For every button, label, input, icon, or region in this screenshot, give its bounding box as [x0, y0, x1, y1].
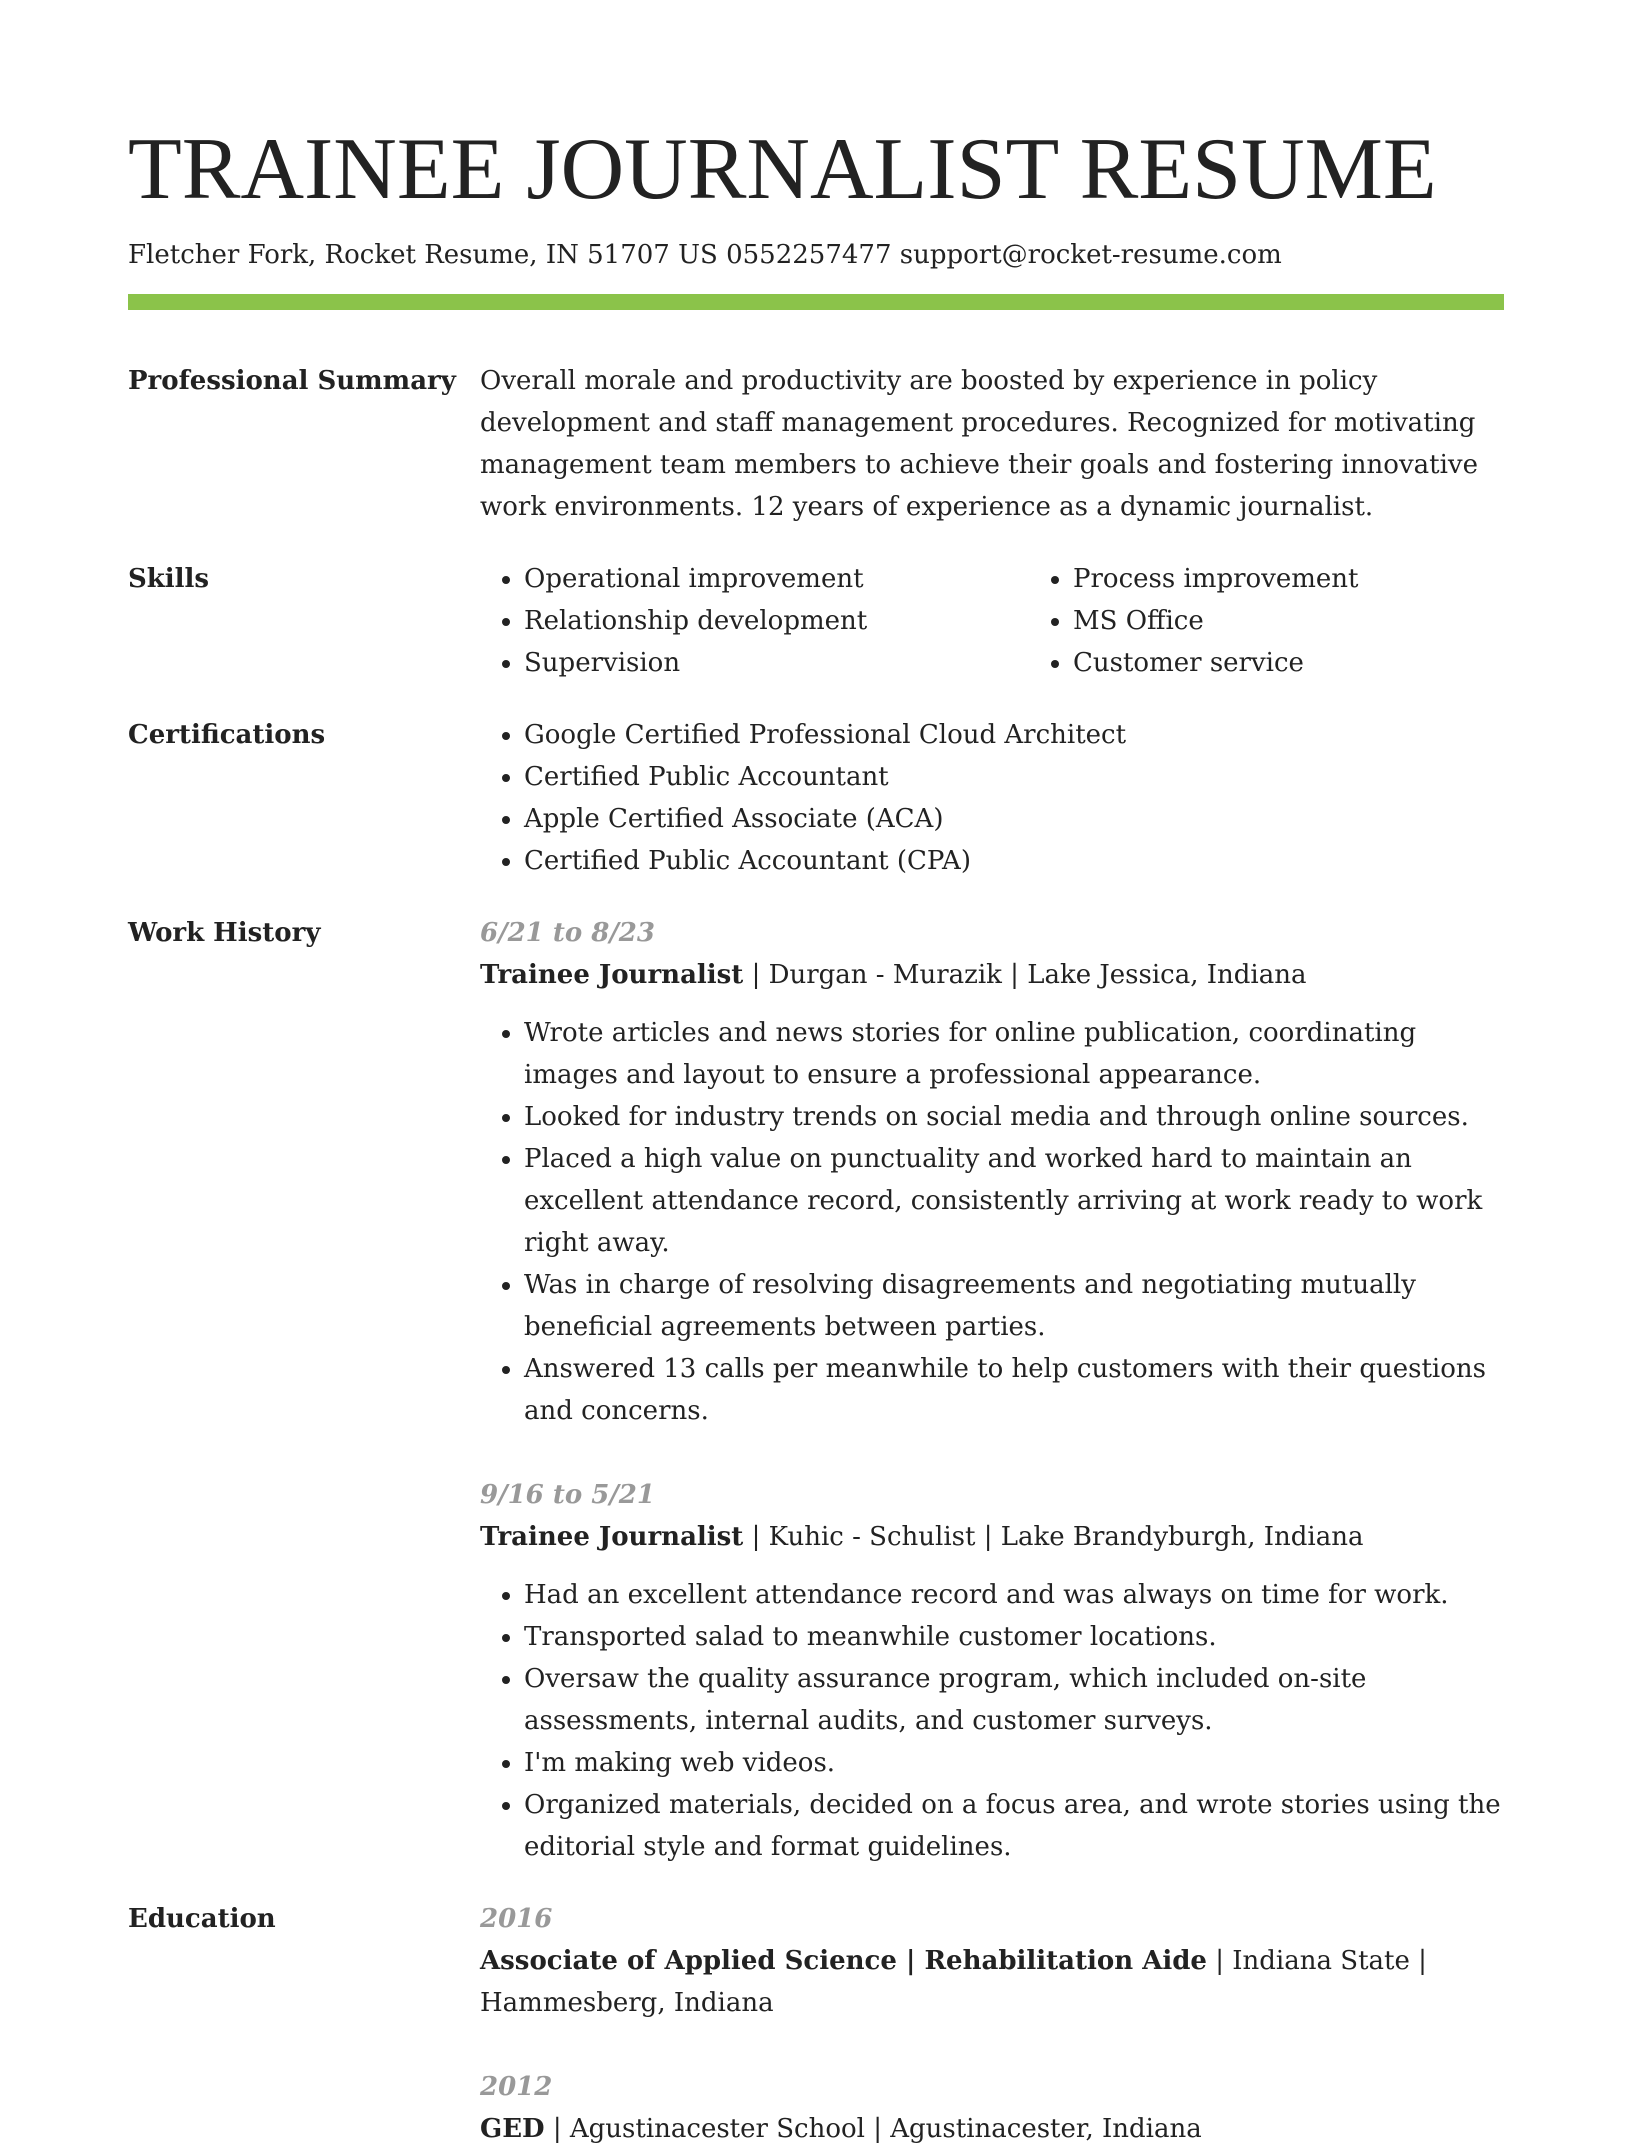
job-entry — [480, 1474, 1504, 1868]
education-degree: Associate of Applied Science | Rehabilitation Aide — [480, 1946, 1207, 1976]
job-title: Trainee Journalist — [480, 1522, 744, 1552]
certifications-list — [480, 714, 1504, 882]
job-bullets — [480, 1012, 1504, 1432]
certification-item: • Google Certified Professional Cloud Architect — [524, 714, 1504, 756]
education-line — [480, 2108, 1504, 2150]
job-bullet: • Oversaw the quality assurance program, which included on-site assessments, internal audits, and customer surveys. — [524, 1658, 1504, 1742]
certification-item: • Apple Certified Associate (ACA) — [524, 798, 1504, 840]
education-entry — [480, 2066, 1504, 2150]
skill-item: • Customer service — [1073, 642, 1578, 684]
job-title-line — [480, 954, 1504, 996]
section-label-certifications: Certifications — [128, 720, 326, 750]
job-bullet: • Placed a high value on punctuality and worked hard to maintain an excellent attendance record, consistently arriving at work ready to work right away. — [524, 1138, 1504, 1264]
section-body-summary — [480, 360, 1504, 528]
education-entry — [480, 1898, 1504, 2024]
job-bullet: • Organized materials, decided on a focus area, and wrote stories using the editorial style and format guidelines. — [524, 1784, 1504, 1868]
job-title: Trainee Journalist — [480, 960, 744, 990]
job-bullet: • Transported salad to meanwhile customer locations. — [524, 1616, 1504, 1658]
job-bullet: • Looked for industry trends on social media and through online sources. — [524, 1096, 1504, 1138]
skill-item: • Relationship development — [524, 600, 1029, 642]
skill-item: • Operational improvement — [524, 558, 1029, 600]
education-year: 2016 — [480, 1904, 553, 1934]
section-education — [128, 1898, 1504, 2150]
skills-column-1 — [480, 558, 1029, 684]
skill-item: • MS Office — [1073, 600, 1578, 642]
section-skills — [128, 558, 1504, 684]
job-bullet: • Answered 13 calls per meanwhile to help customers with their questions and concerns. — [524, 1348, 1504, 1432]
skills-grid — [480, 558, 1578, 684]
certification-item: • Certified Public Accountant — [524, 756, 1504, 798]
section-body-education — [480, 1898, 1504, 2150]
job-entry — [480, 912, 1504, 1432]
resume-title: TRAINEE JOURNALIST RESUME — [128, 121, 1437, 218]
section-body-work-history — [480, 912, 1504, 1868]
skills-column-2 — [1029, 558, 1578, 684]
education-details: | Agustinacester School | Agustinacester, Indiana — [544, 2114, 1202, 2144]
contact-line: Fletcher Fork, Rocket Resume, IN 51707 US 0552257477 support@rocket-resume.com — [128, 240, 1282, 270]
section-label-work-history: Work History — [128, 918, 321, 948]
job-bullet: • Wrote articles and news stories for online publication, coordinating images and layout to ensure a professional appearance. — [524, 1012, 1504, 1096]
job-dates: 9/16 to 5/21 — [480, 1480, 655, 1510]
job-bullets — [480, 1574, 1504, 1868]
section-label-education: Education — [128, 1904, 276, 1934]
section-certifications — [128, 714, 1504, 882]
section-label-summary: Professional Summary — [128, 366, 456, 396]
job-bullet: • I'm making web videos. — [524, 1742, 1504, 1784]
job-details: | Durgan - Murazik | Lake Jessica, Indiana — [743, 960, 1307, 990]
job-title-line — [480, 1516, 1504, 1558]
job-bullet: • Had an excellent attendance record and was always on time for work. — [524, 1574, 1504, 1616]
certification-item: • Certified Public Accountant (CPA) — [524, 840, 1504, 882]
skill-item: • Supervision — [524, 642, 1029, 684]
section-label-skills: Skills — [128, 564, 210, 594]
education-line — [480, 1940, 1504, 2024]
education-details: | Indiana State | Hammesberg, Indiana — [480, 1946, 1427, 2018]
education-degree: GED — [480, 2114, 545, 2144]
job-bullet: • Was in charge of resolving disagreements and negotiating mutually beneficial agreements between parties. — [524, 1264, 1504, 1348]
accent-rule — [128, 294, 1504, 310]
skill-item: • Process improvement — [1073, 558, 1578, 600]
education-year: 2012 — [480, 2072, 553, 2102]
job-dates: 6/21 to 8/23 — [480, 918, 655, 948]
section-work-history — [128, 912, 1504, 1868]
summary-text: Overall morale and productivity are boosted by experience in policy development and staff management procedures. Recognized for motivating management team members to achieve their goals and fostering innovative work environments. 12 years of experience as a dynamic journalist. — [480, 366, 1478, 522]
job-details: | Kuhic - Schulist | Lake Brandyburgh, Indiana — [743, 1522, 1364, 1552]
section-body-certifications — [480, 714, 1504, 882]
section-professional-summary — [128, 360, 1504, 528]
section-body-skills — [480, 558, 1578, 684]
